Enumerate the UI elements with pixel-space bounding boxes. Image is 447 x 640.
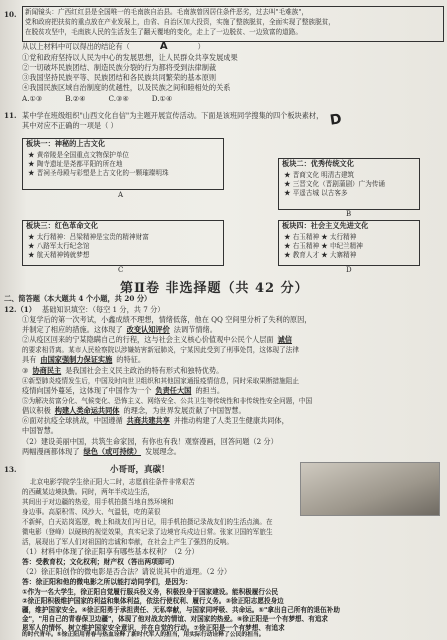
q12-line-6-text: 是我国社会主义民主政治的特有形式和独特优势。 [65, 366, 224, 375]
q10-option-4: ④我国民族区域自治制度的优越性，以及民族之间和睦相处的关系 [22, 83, 231, 92]
q11-block-b-item-2: ★ 三晋文化（晋剧蒲剧）广为传诵 [284, 180, 386, 188]
q11-block-a-item-1: ★ 黄帝陵是全国重点文物保护单位 [28, 151, 130, 159]
q13-q1: （1）材料中体现了徐正阳享有哪些基本权利？（2 分） [22, 547, 199, 556]
q10-number: 10. [4, 10, 17, 19]
q10-stem-end: ） [197, 42, 205, 51]
q11-block-c-letter: C [118, 266, 124, 274]
q12-sub2: （2）建设美丽中国，共筑生命家园，有你也有我！观察漫画，回答问题（2 分） [22, 437, 278, 446]
q12-line-10-end: 的理念，为世界发展贡献了中国智慧。 [123, 406, 246, 415]
q12-line-4: 的要求相背离。某市人民检察院以涉嫌妨害新冠肺炎，宁某因此受到了刑事处罚，这体现了法律 [22, 346, 299, 354]
q12-intro: 基础知识填空：（每空 1 分，共 7 分） [42, 305, 165, 314]
q12-line-2 [22, 326, 217, 334]
q12-blank-7: 共商共建共享 [126, 416, 170, 425]
q11-block-d-letter: D [346, 266, 352, 274]
q10-stem-text: 从以上材料中可以得出的结论有（ [22, 42, 130, 51]
q12-line-5-end: 的特征。 [116, 355, 146, 364]
q12-blank-6: 构建人类命运共同体 [54, 406, 120, 415]
q13-material-1: 北京电影学院学生徐正阳大二时，志愿前往条件非常艰苦 [30, 478, 195, 486]
q13-material-4: 身边事。高原积雪、风沙大、气温低，吃的菜很 [22, 508, 161, 516]
q13-number: 13. [4, 465, 17, 474]
q12-line-11-text: ⑥面对抗疫全球挑战，中国遵循 [22, 416, 123, 425]
q10-option-2: ②一切破坏民族团结、制造民族分裂的行为都将受到法律制裁 [22, 63, 217, 72]
q13-material-7: 活，展现出了军人们对祖国的忠诚和奉献，在社会上产生了强烈的反响。 [22, 538, 233, 546]
q11-stem-2-text: 其中对应不正确的一项是（ ） [22, 121, 118, 130]
q12-sub2-answer [22, 448, 181, 456]
q12-sub2b-text: 两幅漫画都体现了 [22, 447, 80, 456]
q11-block-b-letter: B [346, 210, 352, 218]
q11-block-d-item-2: ★ 右玉精神 ★ 申纪兰精神 [284, 242, 363, 250]
q11-stem-2 [22, 122, 118, 130]
q13-answer-line-5: 恩军人的情怀，树立维护国家安全意识，并在自觉的行动。⑦徐正阳是一个有梦想、有追求 [22, 624, 285, 632]
q10-handwritten-answer: A [159, 41, 168, 52]
q12-line-5-text: 具有 [22, 355, 37, 364]
q13-material-3: 其间出于对边疆的热爱，用手机拍摄当地自然环境和 [22, 498, 174, 506]
q12-line-11-end: 并推动构建了人类卫生健康共同体， [173, 416, 289, 425]
q13-answer-line-6: 的时代青年。⑤徐正阳用青春与热血诠释了新时代军人的担当，用实际行动诠释了公民的担当。 [22, 632, 265, 638]
q12-line-3-text: ②从疫区回来的宁某隐瞒自己的行程，这与社会主义核心价值观中公民个人层面 [22, 335, 274, 344]
q10-choices: A.①③ B.②④ C.③④ D.①④ [22, 94, 173, 103]
soldier-illustration [300, 462, 440, 516]
q12-line-8-end: 的担当。 [195, 386, 225, 395]
q11-block-a-letter: A [118, 191, 124, 199]
q11-block-c-title: 板块三：红色革命文化 [26, 221, 98, 230]
q12-line-2-end: 法调节情绪。 [173, 325, 217, 334]
q12-line-5 [22, 356, 145, 364]
q12-blank-2: 诚信 [277, 335, 292, 344]
q11-stem-1: 某中学在班级组织"山西文化自信"为主题开展宣传活动。下面是该班同学搜集的四个板块素材， [22, 111, 324, 120]
q10-news-line-3: 在脱贫攻坚中，毛南族人民的生活发生了翻天覆地的变化，走上了一边脱贫、一边致富的道路。 [25, 28, 302, 36]
q11-block-b-item-3: ★ 平遥古城 以古客多 [284, 189, 348, 197]
q10-news-line-2: 党和政府把扶贫的重点放在产业发展上，由省、自治区加大投资，实施了整族脱贫，全面实现了整族脱贫， [25, 18, 335, 26]
q12-line-1: ①复学后的第一次考试，小鑫成绩不理想，情绪低落，他在 QQ 空间里分析了失利的原因， [22, 315, 312, 324]
q13-q3: 答：徐正阳和他的微电影之所以能打动同学们，是因为： [22, 578, 192, 586]
q11-block-b-title: 板块二：优秀传统文化 [282, 159, 354, 168]
q11-block-c-item-1: ★ 太行精神：吕梁精神是宝贵的精神财富 [28, 233, 149, 241]
q12-line-12: 中国智慧。 [22, 426, 58, 435]
q12-blank-5: 负责任大国 [155, 386, 192, 395]
q11-block-a-item-2: ★ 陶寺遗址是尧都平阳的所在地 [28, 160, 123, 168]
q13-answer-line-1: ①作为一名大学生，徐正阳自觉履行服兵役义务，积极投身于国家建设。能积极履行公民 [22, 588, 279, 596]
q12-line-8-text: 疫情向国外蔓延，这体现了中国作为一个 [22, 386, 152, 395]
q12-sub2-end: 发展理念。 [145, 447, 181, 456]
q12-sub2-blank: 绿色（或可持续） [83, 447, 142, 456]
q11-block-d-item-3: ★ 教育人才 ★ 大寨精神 [284, 251, 357, 259]
q13-headline: 小哥哥，真碳！ [110, 465, 170, 475]
q12-number: 12.（1） [4, 305, 36, 314]
q12-line-3 [22, 336, 296, 344]
q12-line-8 [22, 387, 224, 395]
q12-line-11 [22, 417, 289, 425]
q13-material-2: 的西藏某边境执勤。同时，两年半戍边生活， [22, 488, 154, 496]
q11-block-a-item-3: ★ 晋祠圣母殿与彩塑是上古文化的一颗璀璨明珠 [28, 169, 169, 177]
part2-section: 二、简答题（本大题共 4 个小题，共 20 分） [4, 294, 152, 303]
q12-line-6 [22, 367, 223, 375]
q12-blank-1: 改变认知评价 [126, 325, 170, 334]
q12-line-7: ④新型肺炎疫情发生后，中国及时向世卫组织和其他国家通报疫情信息，同时采取果断措施阻止 [22, 377, 299, 385]
q11-block-d-title: 板块四：社会主义先进文化 [282, 221, 369, 230]
q12-line-6-num: ③ [22, 366, 29, 375]
q11-block-c-item-2: ★ 八路军太行纪念馆 [28, 242, 90, 250]
q10-option-1: ①党和政府坚持以人民为中心的发展思想，让人民群众共享发展成果 [22, 53, 238, 62]
q13-material-6: 微电影（登峰）以硬核的视觉效果，真实记录了边境官兵戍边日常。张家卫国的军旅生 [22, 528, 273, 536]
q11-block-a-title: 板块一：神秘的上古文化 [26, 139, 106, 148]
q11-block-b-item-1: ★ 晋商文化 明清古建筑 [284, 171, 355, 179]
q13-q2: （2）徐正阳创作的微电影是否合法？请说说其中的道理。（2 分） [22, 567, 232, 576]
q11-handwritten-answer: D [328, 111, 343, 129]
part2-title: 第Ⅱ卷 非选择题（共 42 分） [120, 281, 309, 296]
q13-material-5: 不新鲜，白天站岗巡逻，晚上和战友们写日记，用手机拍摄记录战友们的生活点滴。在 [22, 518, 273, 526]
q12-line-9: ⑤为解决贫富分化、气候变化、恐怖主义、网络安全、公共卫生等传统性和非传统性安全问题，中国 [22, 397, 313, 405]
q10-option-3: ③我国坚持民族平等、民族团结和各民族共同繁荣的基本原则 [22, 73, 217, 82]
q12-line-2-text: 并制定了相应的措施。这体现了 [22, 325, 123, 334]
q13-answer-line-4: 金"，"用自己的青春保卫边疆"，体现了他对战友的情谊、对国家的热爱。⑥徐正阳是一个有梦想、有追求 [22, 615, 329, 623]
q13-answer-line-3: 疆，维护国家安全。④徐正阳勇于承担责任、无私奉献，与国家同呼吸、共命运。⑤"拿出自己所有的退伍补助 [22, 606, 340, 614]
q12-line-10 [22, 407, 246, 415]
q11-number: 11. [4, 111, 17, 120]
q10-stem [22, 43, 205, 51]
q11-block-d-item-1: ★ 右玉精神 ★ 太行精神 [284, 233, 357, 241]
q10-news-line-1: 新闻镜头：广西红红县是全国唯一的毛南族自治县。毛南族曾因居住条件恶劣，过去叫"毛难族"， [25, 8, 309, 16]
q12-blank-4: 协商民主 [32, 366, 62, 375]
q11-block-c-item-3: ★ 航天精神铸就梦想 [28, 251, 90, 259]
q12-line-10-text: 倡议积极 [22, 406, 51, 415]
q13-q1-answer: 答：受教育权；文化权利；财产权（答出两项即可） [22, 558, 179, 566]
q13-answer-line-2: ②徐正阳积极维护国家的利益和集体利益，依法行使权利、履行义务。③徐正阳志愿投身边 [22, 597, 284, 605]
q12-blank-3: 由国家强制力保证实施 [40, 355, 113, 364]
